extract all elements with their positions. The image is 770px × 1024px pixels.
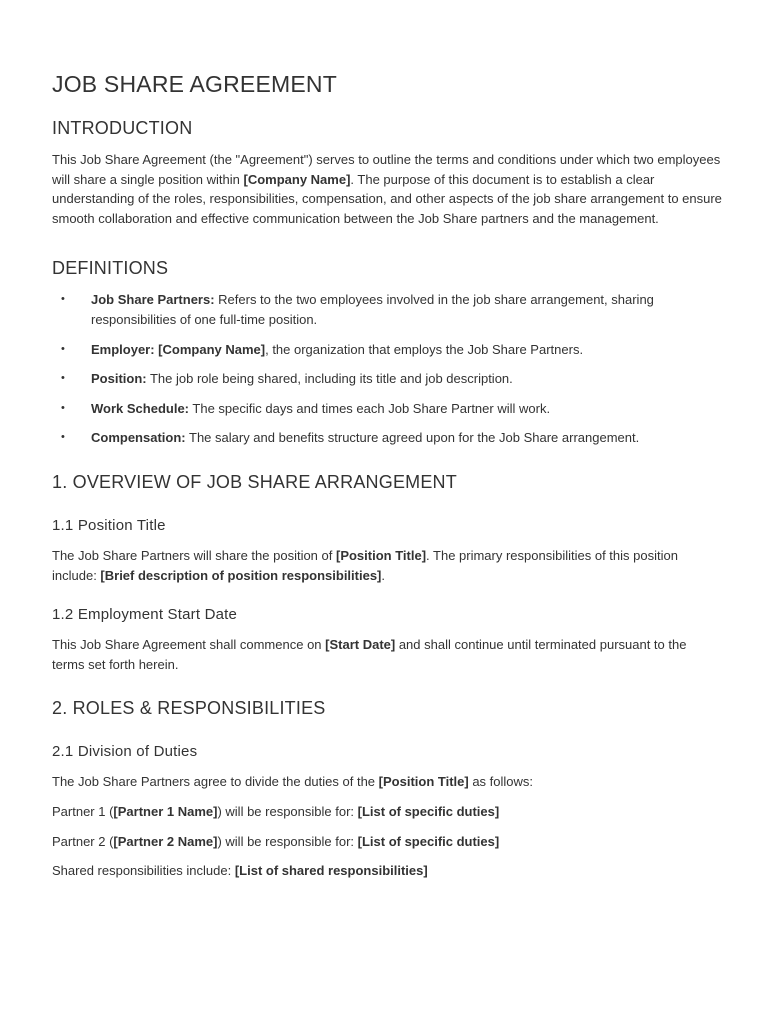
s21-intro-text-2: as follows:: [468, 774, 534, 790]
s12-text-1: This Job Share Agreement shall commence on: [52, 637, 326, 653]
definitions-list: [52, 290, 722, 448]
partner-2-name-placeholder: [Partner 2 Name]: [113, 833, 218, 849]
definition-item: [52, 290, 722, 329]
section-2-1-heading: 2.1 Division of Duties: [52, 743, 198, 761]
intro-text-1: This Job Share Agreement (the "Agreement") serves to outline the terms and conditions under which two employees will share a single position within: [52, 152, 721, 187]
definition-item: [52, 399, 722, 419]
bullet-icon: •: [61, 293, 65, 306]
section-2-heading: 2. ROLES & RESPONSIBILITIES: [52, 698, 326, 719]
bullet-icon: •: [61, 401, 65, 414]
introduction-heading: INTRODUCTION: [52, 118, 193, 138]
section-2-1-intro: [52, 772, 722, 792]
definition-text: , the organization that employs the Job Share Partners.: [265, 341, 584, 357]
section-1-heading: 1. OVERVIEW OF JOB SHARE ARRANGEMENT: [52, 471, 457, 492]
intro-company-placeholder: [Company Name]: [243, 171, 351, 187]
responsibilities-placeholder: [Brief description of position responsibilities]: [100, 567, 382, 583]
s11-text-2: . The primary responsibilities of this position include:: [52, 547, 678, 583]
partner-2-duties-placeholder: [List of specific duties]: [357, 833, 500, 849]
definition-text: The salary and benefits structure agreed upon for the Job Share arrangement.: [185, 430, 640, 446]
p1-text-b: ) will be responsible for:: [217, 803, 358, 819]
s11-text-1: The Job Share Partners will share the position of: [52, 547, 336, 563]
definition-term: Work Schedule:: [91, 400, 190, 416]
partner-2-duties: [52, 832, 722, 852]
document-page: [52, 70, 722, 891]
section-1-2-heading: 1.2 Employment Start Date: [52, 606, 238, 624]
section-1-1-paragraph: [52, 546, 722, 585]
definition-term: Compensation:: [91, 430, 186, 446]
partner-1-name-placeholder: [Partner 1 Name]: [113, 803, 218, 819]
section-1-1-heading: 1.1 Position Title: [52, 516, 166, 534]
start-date-placeholder: [Start Date]: [325, 637, 396, 653]
s12-text-2: and shall continue until terminated pursuant to the terms set forth herein.: [52, 637, 687, 672]
intro-text-2: . The purpose of this document is to establish a clear understanding of the roles, responsibilities, compensation, and other aspects of the job share arrangement to ensure smooth collaboration and effective communication between the Job Share partners and the management.: [52, 171, 722, 226]
shared-responsibilities-placeholder: [List of shared responsibilities]: [234, 863, 428, 879]
definition-text: The job role being shared, including its title and job description.: [146, 371, 513, 387]
p2-text-a: Partner 2 (: [52, 833, 114, 849]
position-title-placeholder: [Position Title]: [378, 774, 469, 790]
definition-item: [52, 369, 722, 389]
definition-text: The specific days and times each Job Share Partner will work.: [189, 400, 551, 416]
document-title: JOB SHARE AGREEMENT: [52, 71, 337, 97]
section-1-2-paragraph: [52, 635, 722, 674]
s11-text-3: .: [381, 567, 386, 583]
p1-text-a: Partner 1 (: [52, 803, 114, 819]
definition-term: Employer: [Company Name]: [91, 341, 266, 357]
definition-item: [52, 428, 722, 448]
s21-intro-text-1: The Job Share Partners agree to divide the duties of the: [52, 774, 379, 790]
position-title-placeholder: [Position Title]: [335, 547, 427, 563]
p2-text-b: ) will be responsible for:: [217, 833, 358, 849]
partner-1-duties-placeholder: [List of specific duties]: [357, 803, 500, 819]
definition-text: Refers to the two employees involved in the job share arrangement, sharing responsibilities of one full-time position.: [91, 292, 654, 327]
shared-responsibilities: [52, 861, 722, 881]
shared-text: Shared responsibilities include:: [52, 863, 235, 879]
bullet-icon: •: [61, 342, 65, 355]
definition-term: Position:: [91, 371, 147, 387]
partner-1-duties: [52, 802, 722, 822]
definitions-heading: DEFINITIONS: [52, 258, 169, 279]
introduction-paragraph: [52, 150, 722, 228]
definition-term: Job Share Partners:: [91, 292, 215, 308]
bullet-icon: •: [61, 431, 65, 444]
bullet-icon: •: [61, 372, 65, 385]
definition-item: [52, 340, 722, 360]
